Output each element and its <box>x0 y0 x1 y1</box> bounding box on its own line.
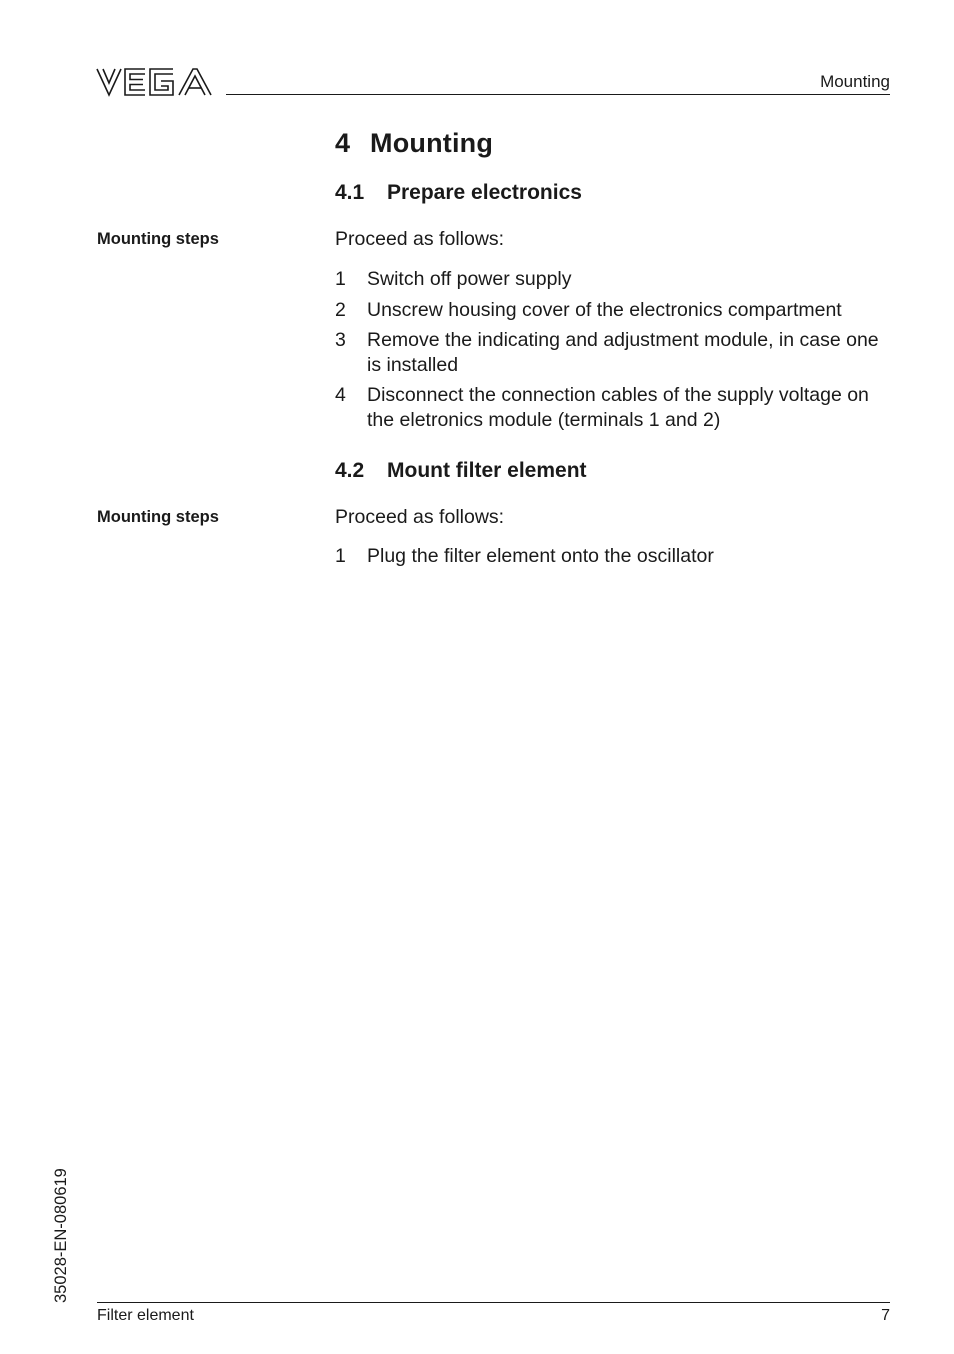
step-number: 1 <box>335 268 346 290</box>
step-text: Remove the indicating and adjustment module, in case one is installed <box>367 329 879 376</box>
step-number: 2 <box>335 298 346 321</box>
chapter-title-text: Mounting <box>370 128 494 158</box>
section-number: 4.2 <box>335 459 365 482</box>
header-rule <box>226 94 890 95</box>
section-heading <box>335 459 587 483</box>
steps-list <box>335 544 891 575</box>
step-number: 1 <box>335 545 346 567</box>
step-item <box>335 544 891 569</box>
section-number: 4.1 <box>335 181 365 204</box>
step-text: Disconnect the connection cables of the supply voltage on the eletronics module (terminals 1 and 2) <box>367 384 869 431</box>
page-number: 7 <box>881 1307 890 1324</box>
running-header-section: Mounting <box>820 72 890 91</box>
step-text: Plug the filter element onto the oscillator <box>367 545 714 567</box>
margin-label: Mounting steps <box>97 230 219 248</box>
vega-logo <box>95 66 215 98</box>
footer-rule <box>97 1302 890 1303</box>
section-heading <box>335 181 582 205</box>
intro-text: Proceed as follows: <box>335 228 505 250</box>
document-id: 35028-EN-080619 <box>52 1168 70 1303</box>
step-item <box>335 328 891 377</box>
steps-list <box>335 267 891 438</box>
step-item <box>335 298 891 323</box>
chapter-title <box>335 128 493 159</box>
footer-title: Filter element <box>97 1307 194 1324</box>
step-number: 4 <box>335 384 346 406</box>
step-text: Switch off power supply <box>367 268 572 290</box>
step-text: Unscrew housing cover of the electronics compartment <box>367 298 842 321</box>
section-title-text: Prepare electronics <box>387 181 582 204</box>
margin-label: Mounting steps <box>97 508 219 526</box>
step-number: 3 <box>335 329 346 351</box>
step-item <box>335 383 891 432</box>
step-item <box>335 267 891 292</box>
section-title-text: Mount filter element <box>387 459 587 482</box>
intro-text: Proceed as follows: <box>335 506 505 528</box>
chapter-number: 4 <box>335 128 351 158</box>
